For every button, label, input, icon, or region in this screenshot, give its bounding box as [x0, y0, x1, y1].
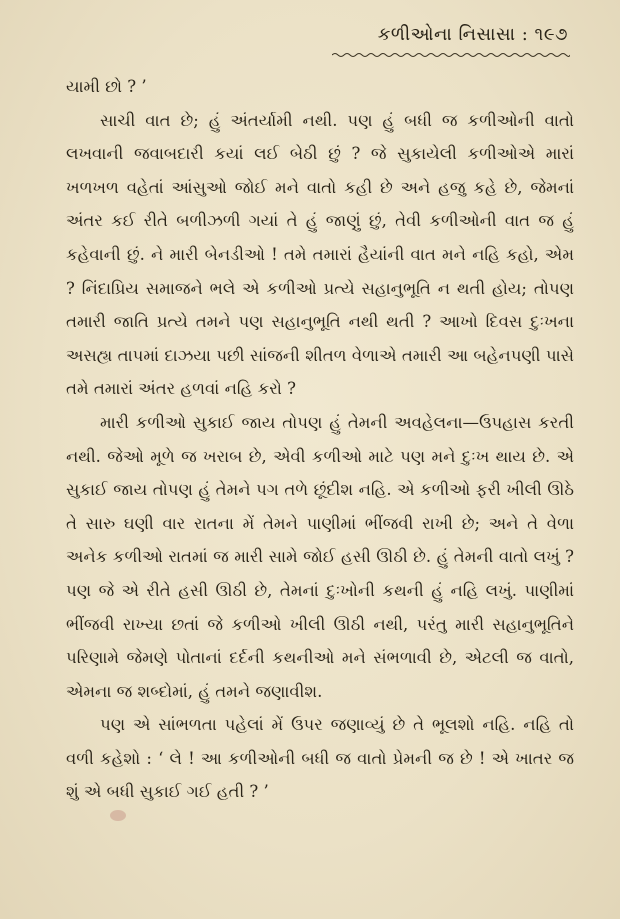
- paragraph-1: સાચી વાત છે; હું અંતર્યામી નથી. પણ હું બધી જ કળીઓની વાતો લખવાની જવાબદારી કયાં લઈ બેઠી છું ? જે સુકાયેલી કળીઓએ મારાં ખળખળ વહેતાં આંસુઓ જોઈ મને વાતો કહી છે અને હજુ કહે છે, જેમનાં અંતર કઈ રીતે બળીઝળી ગયાં તે હું જાણું છું, તેવી કળીઓની વાત જ હું કહેવાની છું. ને મારી બેનડીઓ ! તમે તમારાં હૈયાંની વાત મને નહિ કહો, એમ ? નિંદાપ્રિય સમાજને ભલે એ કળીઓ પ્રત્યે સહાનુભૂતિ ન થતી હોય; તોપણ તમારી જાતિ પ્રત્યે તમને પણ સહાનુભૂતિ નથી થતી ? આખો દિવસ દુઃખના અસહ્ય તાપમાં દાઝયા પછી સાંજની શીતળ વેળાએ તમારી આ બહેનપણી પાસે તમે તમારાં અંતર હળવાં નહિ કરો ?: [66, 110, 574, 399]
- running-header: કળીઓના નિસાસા : ૧૯૭: [377, 24, 568, 45]
- paragraph-continuation: યામી છો ? ’: [66, 77, 147, 96]
- ink-stain: [110, 810, 126, 821]
- header-wavy-rule: [332, 52, 570, 58]
- paragraph-2: મારી કળીઓ સુકાઈ જાય તોપણ હું તેમની અવહેલના—ઉપહાસ કરતી નથી. જેઓ મૂળે જ ખરાબ છે, એવી કળીઓ માટે પણ મને દુઃખ થાય છે. એ સુકાઈ જાય તોપણ હું તેમને પગ તળે છૂંદીશ નહિ. એ કળીઓ ફરી ખીલી ઊઠે તે સારુ ઘણી વાર રાતના મેં તેમને પાણીમાં ભીંજવી રાખી છે; અને તે વેળા અનેક કળીઓ રાતમાં જ મારી સામે જોઈ હસી ઊઠી છે. હું તેમની વાતો લખું ? પણ જે એ રીતે હસી ઊઠી છે, તેમનાં દુઃખોની કથની હું નહિ લખું. પાણીમાં ભીંજવી રાખ્યા છતાં જે કળીઓ ખીલી ઊઠી નથી, પરંતુ મારી સહાનુભૂતિને પરિણામે જેમણે પોતાનાં દર્દની કથનીઓ મને સંભળાવી છે, એટલી જ વાતો, એમના જ શબ્દોમાં, હું તમને જણાવીશ.: [66, 412, 574, 701]
- body-text: [66, 70, 574, 809]
- paragraph-3: પણ એ સાંભળતા પહેલાં મેં ઉપર જણાવ્યું છે તે ભૂલશો નહિ. નહિ તો વળી કહેશો : ‘ લે ! આ કળીઓની બધી જ વાતો પ્રેમની જ છે ! એ ખાતર જ શું એ બધી સુકાઈ ગઈ હતી ? ’: [66, 715, 574, 802]
